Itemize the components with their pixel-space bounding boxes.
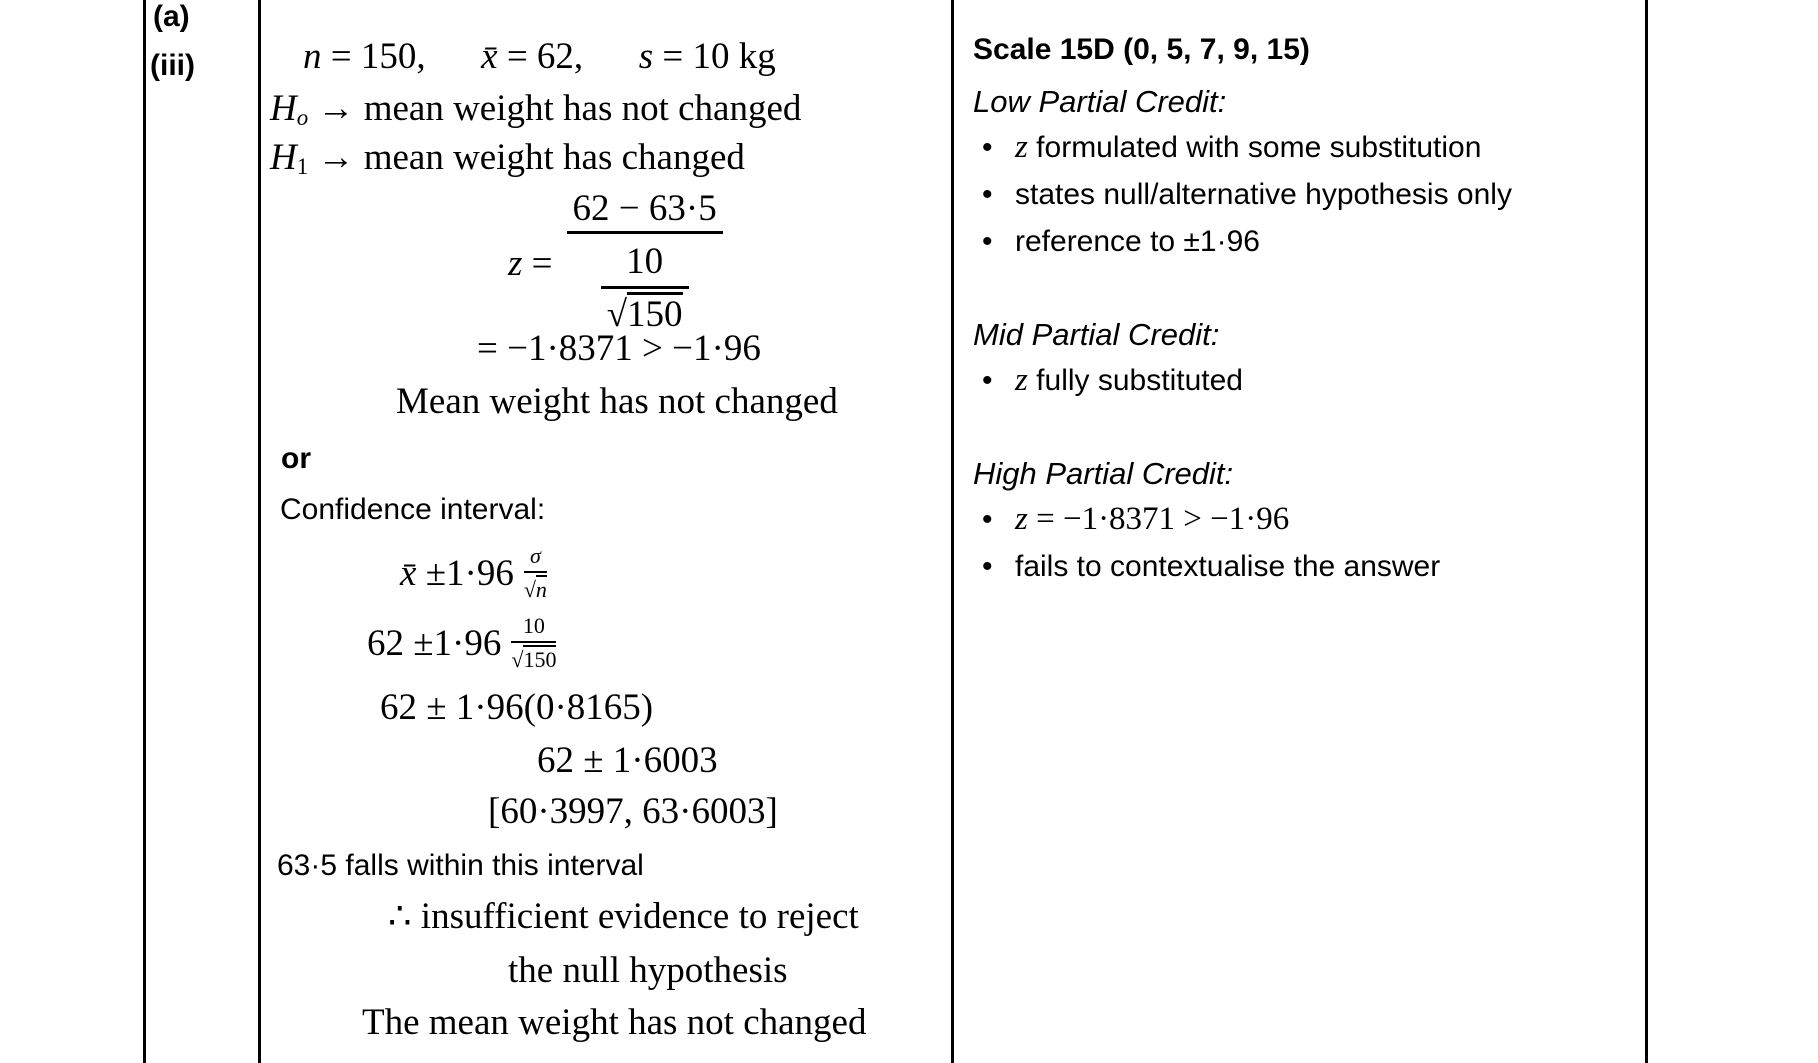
solution-z-result: = −1·8371 > −1·96 xyxy=(477,328,761,369)
sqrt-term xyxy=(511,645,556,673)
inner-fraction-bar xyxy=(601,286,689,289)
text-segment: fails to contextualise the answer xyxy=(1015,550,1441,583)
text-segment: 1 xyxy=(296,154,309,180)
radical-sign: √ xyxy=(606,294,628,335)
solution-falls-within: 63·5 falls within this interval xyxy=(277,849,644,882)
text-segment: z xyxy=(1015,501,1028,537)
fraction-bar xyxy=(511,641,556,643)
credit-bullet-text xyxy=(1015,357,1243,404)
text-segment: z xyxy=(1015,129,1028,165)
inner-numerator: 10 xyxy=(626,241,664,282)
z-fraction xyxy=(567,190,723,336)
text-segment: → mean weight has changed xyxy=(308,137,745,178)
marking-scheme-cell xyxy=(973,30,1638,590)
solution-ci-label: Confidence interval: xyxy=(280,493,546,526)
text-segment: = −1·8371 > −1·96 xyxy=(1027,501,1290,537)
solution-conclusion-1: ∴ insufficient evidence to reject xyxy=(388,896,859,937)
text-segment: H xyxy=(270,137,297,178)
credit-heading: Mid Partial Credit: xyxy=(973,317,1220,352)
z-equation-lhs xyxy=(508,242,553,285)
ci-substituted-numerator: 10 xyxy=(522,613,545,638)
text-segment: s xyxy=(638,36,654,77)
ci-substituted-prefix xyxy=(367,622,501,665)
solution-ci-evaluated: 62 ± 1·96(0·8165) xyxy=(380,687,654,728)
fraction-bar xyxy=(524,571,547,573)
fraction-bar xyxy=(567,231,723,234)
solution-ci-margin: 62 ± 1·6003 xyxy=(537,740,718,781)
solution-z-conclusion: Mean weight has not changed xyxy=(396,381,838,422)
credit-section xyxy=(973,80,1638,265)
bullet-icon: • xyxy=(982,131,993,164)
credit-bullet-text xyxy=(1015,218,1260,265)
scale-title: Scale 15D (0, 5, 7, 9, 15) xyxy=(973,33,1310,66)
solution-given-values xyxy=(303,36,776,77)
sqrt-term xyxy=(524,575,547,603)
table-rule-outer-left xyxy=(143,0,146,1063)
credit-bullet xyxy=(973,171,1638,218)
text-segment: 62 ±1·96 xyxy=(367,622,502,664)
credit-bullet xyxy=(973,496,1638,543)
text-segment: fully substituted xyxy=(1027,364,1243,397)
solution-or-label: or xyxy=(281,442,311,475)
bullet-icon: • xyxy=(982,503,993,536)
table-rule-outer-right xyxy=(1645,0,1648,1063)
sqrt-argument: n xyxy=(535,576,547,602)
text-segment: formulated with some substitution xyxy=(1027,131,1482,164)
question-subpart-label: (iii) xyxy=(150,49,195,82)
credit-bullet xyxy=(973,218,1638,265)
text-segment xyxy=(426,36,482,77)
credit-heading: High Partial Credit: xyxy=(973,456,1234,491)
text-segment xyxy=(583,36,639,77)
solution-conclusion-2: the null hypothesis xyxy=(508,950,788,991)
text-segment: reference to ±1·96 xyxy=(1015,225,1260,258)
credit-bullet-text xyxy=(1015,124,1481,171)
credit-heading: Low Partial Credit: xyxy=(973,84,1227,119)
text-segment: o xyxy=(296,105,309,131)
solution-ci-interval: [60·3997, 63·6003] xyxy=(488,791,778,832)
text-segment: z xyxy=(1015,362,1028,398)
text-segment: states null/alternative hypothesis only xyxy=(1015,178,1512,211)
bullet-icon: • xyxy=(982,178,993,211)
text-segment: n xyxy=(303,36,322,77)
z-fraction-denominator xyxy=(601,240,689,336)
text-segment: x̄ xyxy=(481,36,498,77)
text-segment: → mean weight has not changed xyxy=(308,88,802,129)
solution-null-hypothesis xyxy=(270,88,801,131)
bullet-icon: • xyxy=(982,550,993,583)
text-segment: = 10 kg xyxy=(653,36,776,77)
z-fraction-numerator: 62 − 63·5 xyxy=(572,188,717,229)
ci-substituted-fraction xyxy=(511,614,556,672)
sqrt-argument: 150 xyxy=(627,294,683,335)
ci-general-prefix xyxy=(400,552,514,595)
credit-sections xyxy=(973,80,1638,590)
text-segment: = 150, xyxy=(321,36,426,77)
text-segment: H xyxy=(270,88,297,129)
credit-bullet xyxy=(973,124,1638,171)
text-segment: ±1·96 xyxy=(416,552,514,594)
credit-section xyxy=(973,452,1638,590)
text-segment: = xyxy=(522,242,553,284)
radical-sign: √ xyxy=(523,576,536,602)
solution-alt-hypothesis xyxy=(270,137,745,180)
radical-sign: √ xyxy=(511,646,524,672)
solution-conclusion-3: The mean weight has not changed xyxy=(362,1002,867,1043)
text-segment: x̄ xyxy=(400,552,417,594)
text-segment: = 62, xyxy=(497,36,584,77)
table-rule-label-solution xyxy=(258,0,261,1063)
credit-bullet-text xyxy=(1015,171,1512,218)
solution-z-equation xyxy=(508,190,723,336)
solution-ci-substituted-formula xyxy=(367,614,556,672)
credit-bullet-text xyxy=(1015,543,1440,590)
credit-bullet xyxy=(973,357,1638,404)
credit-bullet-text xyxy=(1015,496,1289,543)
bullet-icon: • xyxy=(982,364,993,397)
credit-section xyxy=(973,313,1638,404)
question-part-label: (a) xyxy=(153,0,190,33)
credit-bullet xyxy=(973,543,1638,590)
sqrt-argument: 150 xyxy=(523,646,557,672)
ci-general-numerator: σ xyxy=(529,543,541,568)
ci-general-fraction xyxy=(524,544,547,602)
solution-ci-general-formula xyxy=(400,544,547,602)
text-segment: z xyxy=(508,242,523,284)
table-rule-solution-scale xyxy=(951,0,954,1063)
bullet-icon: • xyxy=(982,225,993,258)
